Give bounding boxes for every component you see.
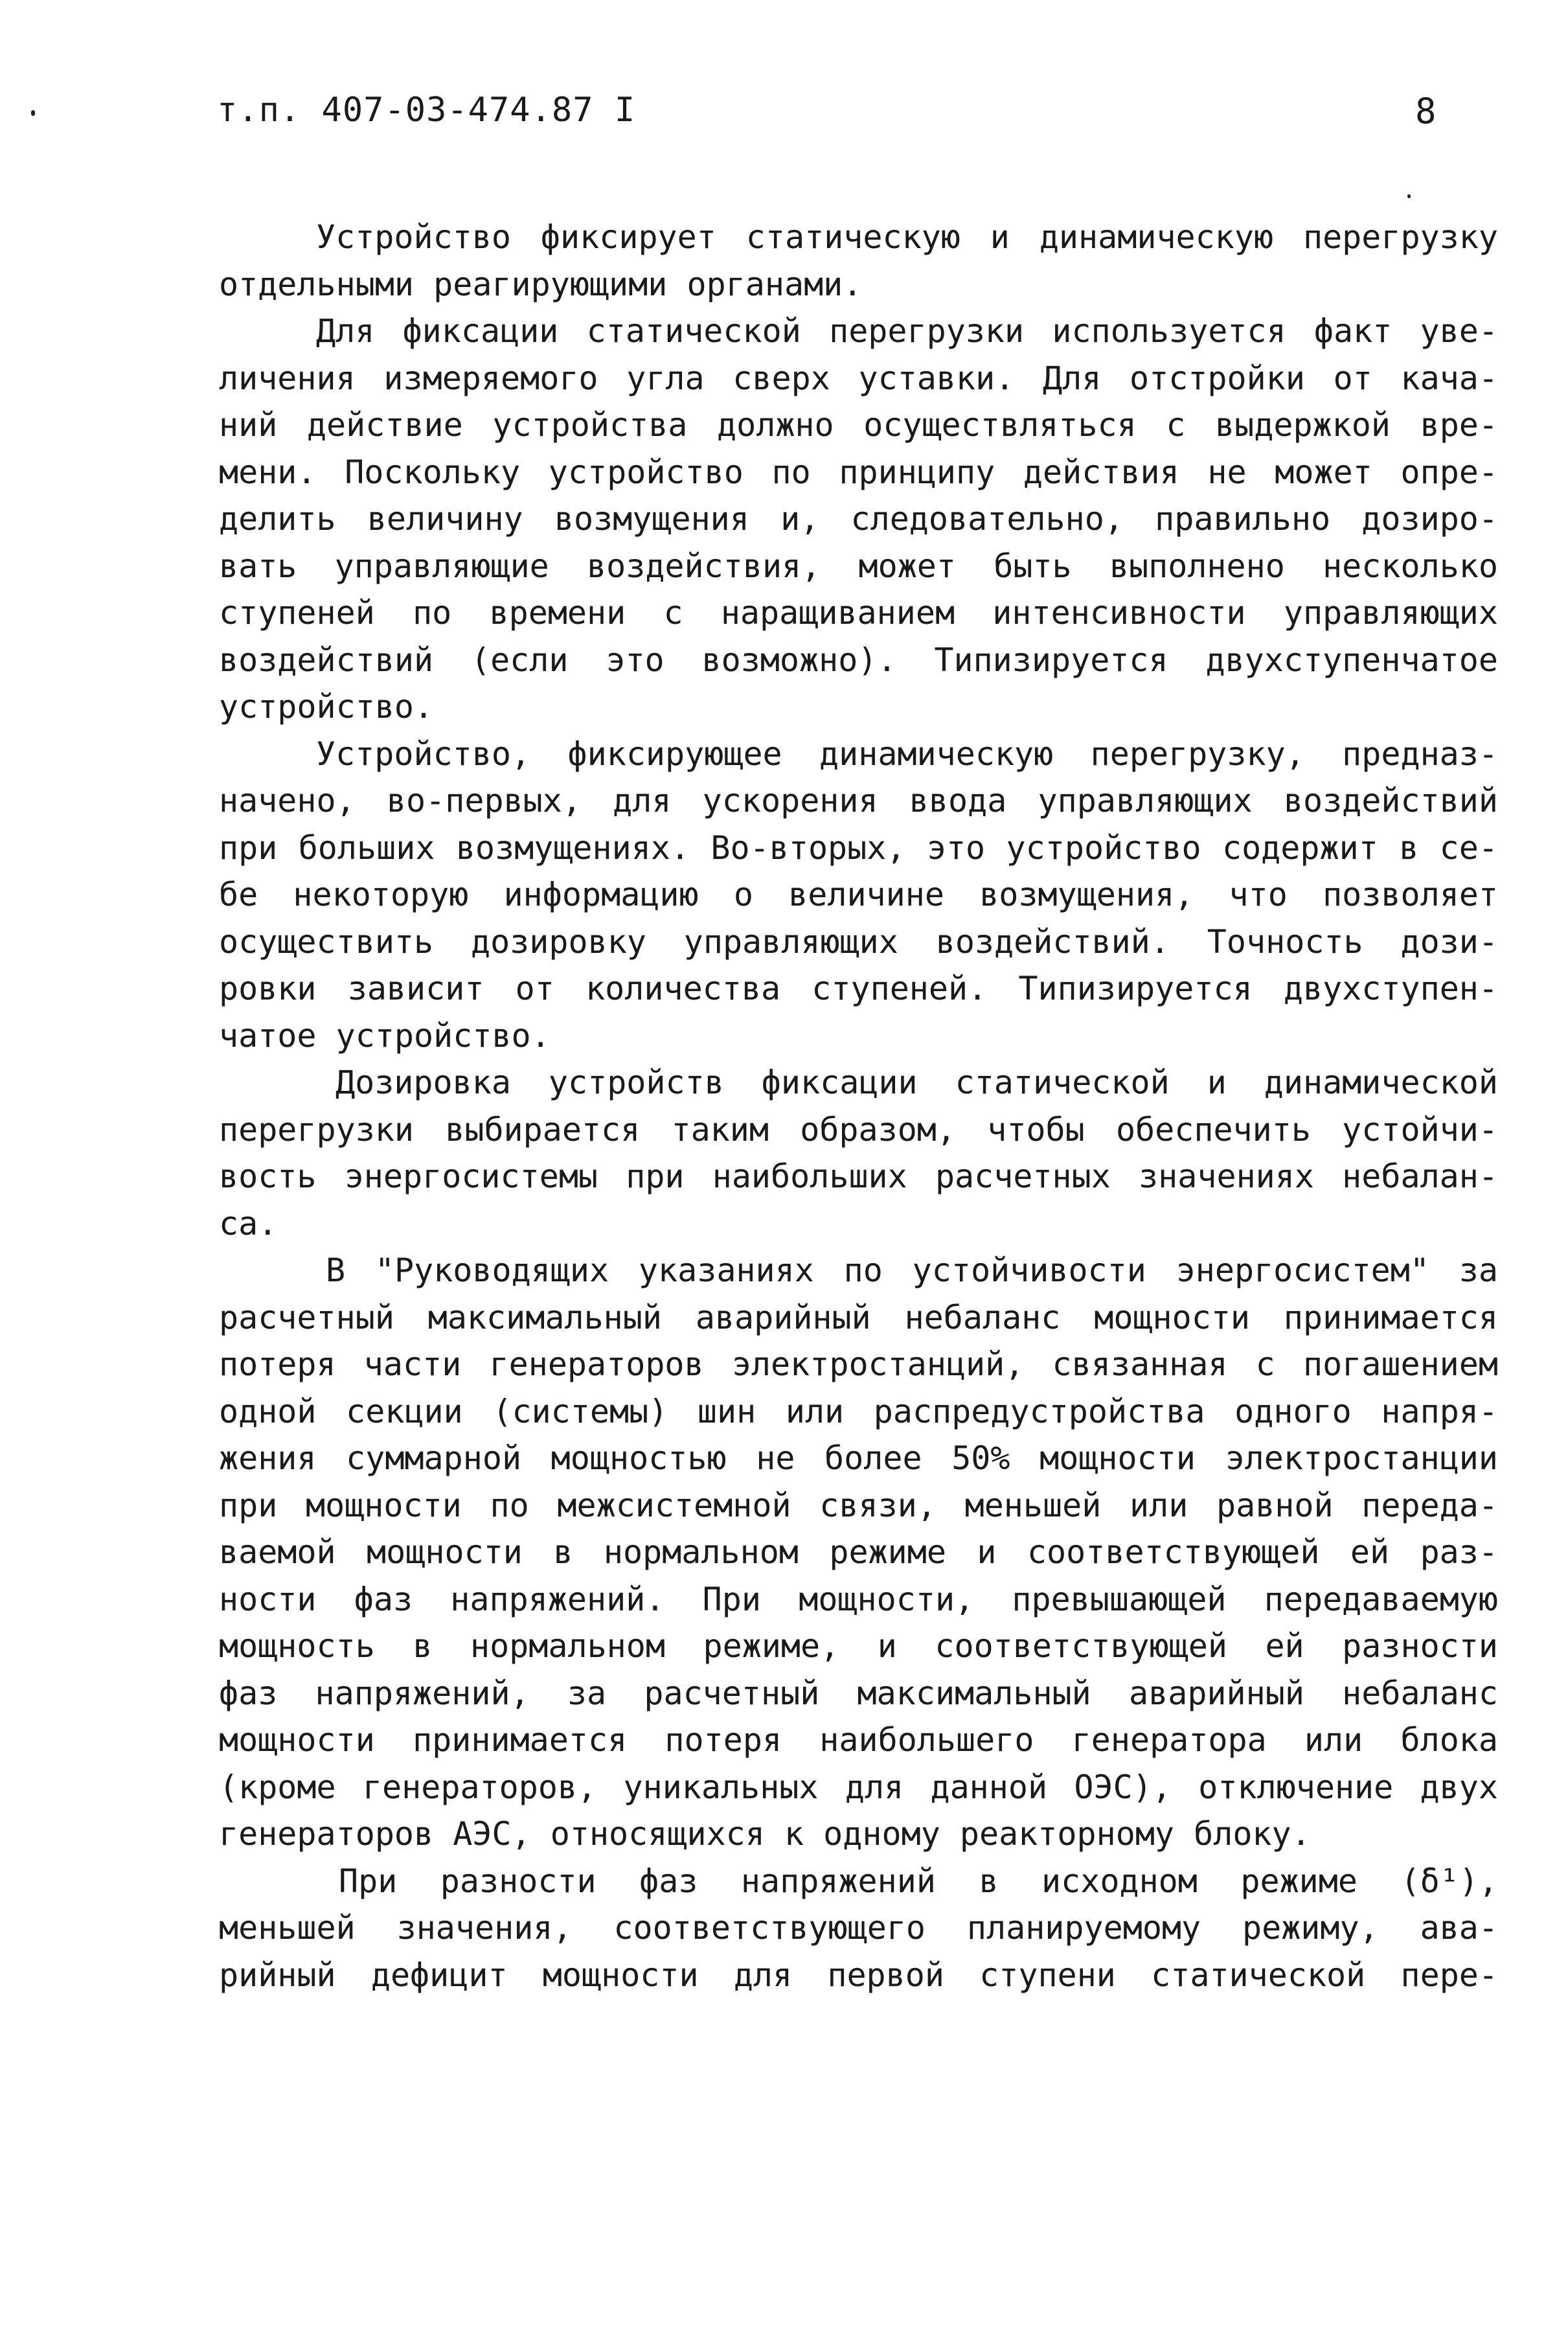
scan-mark bbox=[31, 110, 35, 116]
text-line: перегрузки выбирается таким образом, чтобы обеспечить устойчи- bbox=[219, 1110, 1498, 1149]
text-line: ровки зависит от количества ступеней. Типизируется двухступен- bbox=[219, 970, 1498, 1007]
text-line: воздействий (если это возможно). Типизируется двухступенчатое bbox=[219, 641, 1498, 679]
text-line: Дозировка устройств фиксации статической и динамической bbox=[335, 1064, 1498, 1101]
paragraph bbox=[219, 1059, 1498, 1247]
text-line: ступеней по времени с наращиванием интенсивности управляющих bbox=[219, 594, 1498, 632]
text-line: меньшей значения, соответствующего планируемому режиму, ава- bbox=[219, 1909, 1498, 1947]
text-line: фаз напряжений, за расчетный максимальный аварийный небаланс bbox=[219, 1674, 1498, 1712]
text-line: мощности принимается потеря наибольшего генератора или блока bbox=[219, 1721, 1498, 1759]
text-line: устройство. bbox=[219, 688, 434, 726]
text-line: делить величину возмущения и, следовательно, правильно дозиро- bbox=[219, 500, 1498, 538]
text-line: при мощности по межсистемной связи, меньшей или равной переда- bbox=[219, 1486, 1498, 1524]
text-line: бе некоторую информацию о величине возмущения, что позволяет bbox=[219, 876, 1498, 913]
text-line: са. bbox=[219, 1204, 278, 1242]
text-line: расчетный максимальный аварийный небаланс мощности принимается bbox=[219, 1298, 1498, 1336]
text-line: Для фиксации статической перегрузки используется факт уве- bbox=[316, 312, 1498, 350]
text-line: начено, во-первых, для ускорения ввода управляющих воздействий bbox=[219, 782, 1498, 819]
text-line: отдельными реагирующими органами. bbox=[219, 265, 863, 303]
text-line: мощность в нормальном режиме, и соответствующей ей разности bbox=[219, 1627, 1498, 1665]
text-line: При разности фаз напряжений в исходном режиме (δ¹), bbox=[339, 1862, 1498, 1900]
text-line: одной секции (системы) шин или распредустройства одного напря- bbox=[219, 1392, 1498, 1430]
text-line: вость энергосистемы при наибольших расчетных значениях небалан- bbox=[219, 1158, 1498, 1195]
text-line: осуществить дозировку управляющих воздействий. Точность дози- bbox=[219, 922, 1498, 961]
text-line: личения измеряемого угла сверх уставки. Для отстройки от кача- bbox=[219, 359, 1498, 397]
paragraph bbox=[219, 214, 1498, 308]
text-line: рийный дефицит мощности для первой ступени статической пере- bbox=[219, 1956, 1498, 1994]
text-line: ваемой мощности в нормальном режиме и соответствующей ей раз- bbox=[219, 1533, 1498, 1571]
paragraph bbox=[219, 731, 1498, 1060]
scan-mark bbox=[1407, 194, 1411, 198]
text-line: (кроме генераторов, уникальных для данной ОЭС), отключение двух bbox=[219, 1768, 1498, 1806]
paragraph bbox=[219, 1858, 1498, 1999]
text-line: при больших возмущениях. Во-вторых, это устройство содержит в се- bbox=[219, 829, 1498, 867]
page-number: 8 bbox=[1415, 91, 1437, 132]
paragraph bbox=[219, 1247, 1498, 1858]
text-line: Устройство, фиксирующее динамическую перегрузку, предназ- bbox=[316, 735, 1498, 773]
text-line: чатое устройство. bbox=[219, 1016, 551, 1055]
text-line: потеря части генераторов электростанций, связанная с погашением bbox=[219, 1345, 1498, 1383]
document-code: т.п. 407-03-474.87 I bbox=[217, 91, 636, 130]
document-body bbox=[219, 214, 1498, 1998]
text-line: ности фаз напряжений. При мощности, превышающей передаваемую bbox=[219, 1580, 1498, 1618]
text-line: вать управляющие воздействия, может быть выполнено несколько bbox=[219, 547, 1498, 585]
text-line: генераторов АЭС, относящихся к одному реакторному блоку. bbox=[219, 1815, 1311, 1853]
text-line: В "Руководящих указаниях по устойчивости энергосистем" за bbox=[326, 1252, 1498, 1289]
text-line: Устройство фиксирует статическую и динамическую перегрузку bbox=[316, 218, 1498, 256]
text-line: мени. Поскольку устройство по принципу действия не может опре- bbox=[219, 453, 1498, 491]
text-line: ний действие устройства должно осуществляться с выдержкой вре- bbox=[219, 406, 1498, 444]
paragraph bbox=[219, 308, 1498, 731]
text-line: жения суммарной мощностью не более 50% мощности электростанции bbox=[219, 1439, 1498, 1477]
